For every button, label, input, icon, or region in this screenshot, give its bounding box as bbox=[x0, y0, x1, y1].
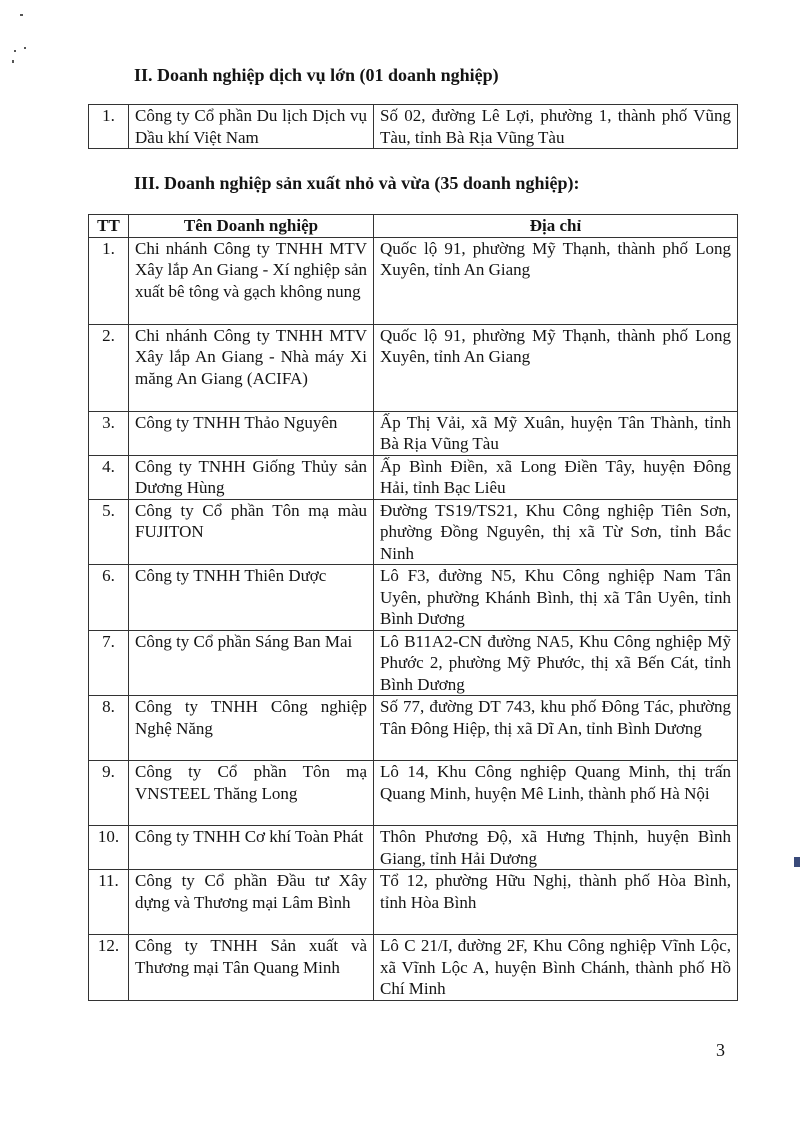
page-number: 3 bbox=[716, 1040, 725, 1060]
company-address: Lô C 21/I, đường 2F, Khu Công nghiệp Vĩnh Lộc, xã Vĩnh Lộc A, huyện Bình Chánh, thành phố Hồ Chí Minh bbox=[374, 935, 738, 1001]
row-number: 4. bbox=[89, 455, 129, 499]
company-name: Công ty Cổ phần Tôn mạ VNSTEEL Thăng Long bbox=[129, 761, 374, 826]
table-header-row bbox=[89, 215, 738, 238]
company-address: Lô 14, Khu Công nghiệp Quang Minh, thị trấn Quang Minh, huyện Mê Linh, thành phố Hà Nội bbox=[374, 761, 738, 826]
table-row bbox=[89, 826, 738, 870]
row-number: 9. bbox=[89, 761, 129, 826]
row-number: 8. bbox=[89, 696, 129, 761]
table-row bbox=[89, 105, 738, 149]
company-name: Công ty Cổ phần Tôn mạ màu FUJITON bbox=[129, 499, 374, 565]
company-name: Công ty Cổ phần Du lịch Dịch vụ Dầu khí Việt Nam bbox=[129, 105, 374, 149]
company-name: Chi nhánh Công ty TNHH MTV Xây lắp An Giang - Nhà máy Xi măng An Giang (ACIFA) bbox=[129, 324, 374, 411]
scan-speck bbox=[20, 14, 23, 16]
row-number: 2. bbox=[89, 324, 129, 411]
scan-speck bbox=[12, 60, 14, 63]
column-header-address: Địa chỉ bbox=[374, 215, 738, 238]
company-address: Thôn Phương Độ, xã Hưng Thịnh, huyện Bình Giang, tỉnh Hải Dương bbox=[374, 826, 738, 870]
company-name: Công ty Cổ phần Sáng Ban Mai bbox=[129, 630, 374, 696]
company-address: Lô B11A2-CN đường NA5, Khu Công nghiệp Mỹ Phước 2, phường Mỹ Phước, thị xã Bến Cát, tỉnh Bình Dương bbox=[374, 630, 738, 696]
company-name: Chi nhánh Công ty TNHH MTV Xây lắp An Giang - Xí nghiệp sản xuất bê tông và gạch không nung bbox=[129, 237, 374, 324]
table-row bbox=[89, 324, 738, 411]
company-address: Ấp Thị Vải, xã Mỹ Xuân, huyện Tân Thành, tỉnh Bà Rịa Vũng Tàu bbox=[374, 411, 738, 455]
sme-table bbox=[88, 214, 738, 1001]
table-row bbox=[89, 565, 738, 631]
table-row bbox=[89, 630, 738, 696]
company-address: Số 77, đường DT 743, khu phố Đông Tác, phường Tân Đông Hiệp, thị xã Dĩ An, tỉnh Bình Dương bbox=[374, 696, 738, 761]
table-row bbox=[89, 411, 738, 455]
table-row bbox=[89, 455, 738, 499]
company-address: Tổ 12, phường Hữu Nghị, thành phố Hòa Bình, tỉnh Hòa Bình bbox=[374, 870, 738, 935]
row-number: 1. bbox=[89, 237, 129, 324]
company-address: Ấp Bình Điền, xã Long Điền Tây, huyện Đông Hải, tỉnh Bạc Liêu bbox=[374, 455, 738, 499]
section-sme-heading: III. Doanh nghiệp sản xuất nhỏ và vừa (35 doanh nghiệp): bbox=[134, 173, 580, 193]
row-number: 3. bbox=[89, 411, 129, 455]
company-address: Lô F3, đường N5, Khu Công nghiệp Nam Tân Uyên, phường Khánh Bình, thị xã Tân Uyên, tỉnh Bình Dương bbox=[374, 565, 738, 631]
table-row bbox=[89, 696, 738, 761]
row-number: 1. bbox=[89, 105, 129, 149]
row-number: 10. bbox=[89, 826, 129, 870]
scan-speck bbox=[14, 50, 16, 52]
company-name: Công ty TNHH Thiên Dược bbox=[129, 565, 374, 631]
scan-speck bbox=[24, 47, 26, 49]
row-number: 5. bbox=[89, 499, 129, 565]
services-table bbox=[88, 104, 738, 149]
company-address: Đường TS19/TS21, Khu Công nghiệp Tiên Sơn, phường Đồng Nguyên, thị xã Từ Sơn, tỉnh Bắc Ninh bbox=[374, 499, 738, 565]
column-header-name: Tên Doanh nghiệp bbox=[129, 215, 374, 238]
company-name: Công ty TNHH Cơ khí Toàn Phát bbox=[129, 826, 374, 870]
table-row bbox=[89, 761, 738, 826]
table-row bbox=[89, 870, 738, 935]
table-row bbox=[89, 237, 738, 324]
table-row bbox=[89, 935, 738, 1001]
row-number: 12. bbox=[89, 935, 129, 1001]
column-header-tt: TT bbox=[89, 215, 129, 238]
company-address: Quốc lộ 91, phường Mỹ Thạnh, thành phố Long Xuyên, tỉnh An Giang bbox=[374, 324, 738, 411]
company-name: Công ty Cổ phần Đầu tư Xây dựng và Thương mại Lâm Bình bbox=[129, 870, 374, 935]
company-address: Quốc lộ 91, phường Mỹ Thạnh, thành phố Long Xuyên, tỉnh An Giang bbox=[374, 237, 738, 324]
row-number: 11. bbox=[89, 870, 129, 935]
company-name: Công ty TNHH Sản xuất và Thương mại Tân Quang Minh bbox=[129, 935, 374, 1001]
row-number: 6. bbox=[89, 565, 129, 631]
scan-edge-mark bbox=[794, 857, 800, 867]
company-name: Công ty TNHH Thảo Nguyên bbox=[129, 411, 374, 455]
table-row bbox=[89, 499, 738, 565]
company-name: Công ty TNHH Công nghiệp Nghệ Năng bbox=[129, 696, 374, 761]
section-services-heading: II. Doanh nghiệp dịch vụ lớn (01 doanh nghiệp) bbox=[134, 65, 499, 85]
row-number: 7. bbox=[89, 630, 129, 696]
company-name: Công ty TNHH Giống Thủy sản Dương Hùng bbox=[129, 455, 374, 499]
company-address: Số 02, đường Lê Lợi, phường 1, thành phố Vũng Tàu, tỉnh Bà Rịa Vũng Tàu bbox=[374, 105, 738, 149]
